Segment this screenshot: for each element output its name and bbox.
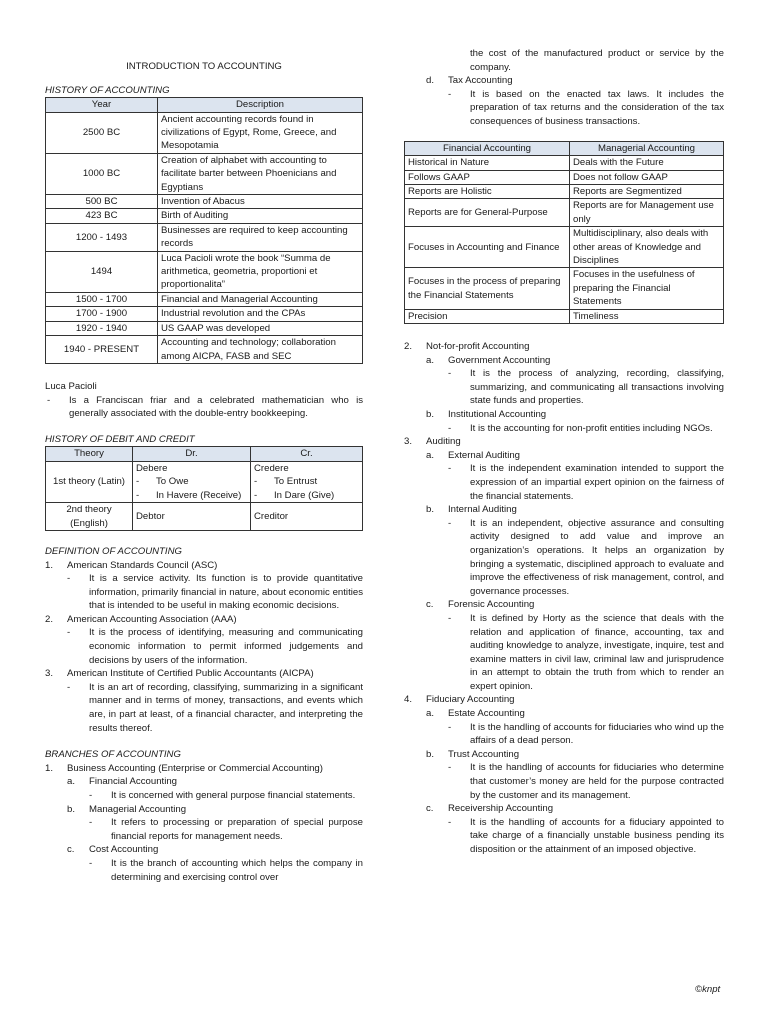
table-row bbox=[405, 199, 724, 227]
dash-bullet: - bbox=[67, 627, 71, 639]
dash-bullet: - bbox=[89, 817, 93, 829]
list-item: 4. Fiduciary Accounting bbox=[404, 693, 724, 707]
table-row bbox=[46, 307, 363, 321]
history-desc: Birth of Auditing bbox=[158, 209, 363, 223]
sub-branch-text: It is the independent examination intended to support the expression of an impartial expert opinion on the fairness of the financial statements. bbox=[470, 463, 724, 502]
list-item: a. Estate Accounting bbox=[404, 707, 724, 721]
financial-cell: Reports are for General-Purpose bbox=[405, 199, 570, 227]
definition-heading: DEFINITION OF ACCOUNTING bbox=[45, 545, 182, 557]
sub-branch-label: Government Accounting bbox=[448, 354, 551, 366]
list-item: b. Institutional Accounting bbox=[404, 408, 724, 422]
managerial-cell: Reports are for Management use only bbox=[570, 199, 724, 227]
list-item: c. Forensic Accounting bbox=[404, 598, 724, 612]
history-desc: Ancient accounting records found in civilizations of Egypt, Rome, Greece, and Mesopotamia bbox=[158, 112, 363, 153]
history-desc: Creation of alphabet with accounting to facilitate barter between Phoenicians and Egyptians bbox=[158, 153, 363, 194]
managerial-cell: Timeliness bbox=[570, 309, 724, 323]
table-row bbox=[405, 184, 724, 198]
table-row bbox=[46, 321, 363, 335]
copyright-mark: ©knpt bbox=[695, 984, 721, 995]
list-item: a. Government Accounting bbox=[404, 354, 724, 368]
sub-branch-text: It is the accounting for non-profit entities including NGOs. bbox=[470, 422, 713, 434]
list-item bbox=[45, 857, 363, 884]
list-item: a. External Auditing bbox=[404, 449, 724, 463]
definition-list bbox=[45, 559, 363, 736]
table-row bbox=[46, 223, 363, 251]
cr-head: Credere bbox=[254, 462, 289, 474]
managerial-cell: Deals with the Future bbox=[570, 156, 724, 170]
list-item bbox=[404, 612, 724, 694]
definition-label: American Institute of Certified Public Accountants (AICPA) bbox=[67, 668, 314, 680]
sub-branch-label: Cost Accounting bbox=[89, 844, 159, 856]
history-year: 500 BC bbox=[46, 195, 158, 209]
managerial-cell: Focuses in the usefulness of preparing the Financial Statements bbox=[570, 268, 724, 309]
list-item bbox=[404, 367, 724, 408]
dash-bullet: - bbox=[448, 368, 452, 380]
dash-bullet: - bbox=[448, 762, 452, 774]
cr-item: In Dare (Give) bbox=[274, 489, 335, 501]
dr-item: To Owe bbox=[156, 476, 189, 488]
cr-cell: Creditor bbox=[251, 503, 363, 531]
history-col-description: Description bbox=[158, 98, 363, 112]
history-year: 1500 - 1700 bbox=[46, 292, 158, 306]
col-cr: Cr. bbox=[251, 447, 363, 462]
table-row bbox=[405, 170, 724, 184]
list-item bbox=[45, 572, 363, 613]
list-item bbox=[404, 761, 724, 802]
financial-cell: Focuses in Accounting and Finance bbox=[405, 227, 570, 268]
history-desc: Industrial revolution and the CPAs bbox=[158, 307, 363, 321]
sub-branch-text: It is concerned with general purpose financial statements. bbox=[111, 790, 356, 801]
sub-branch-text: It is the handling of accounts for a fiduciary appointed to take charge of a financially unstable business pending its disposition or the attainment of an imposed objective. bbox=[470, 816, 724, 855]
list-item bbox=[404, 816, 724, 857]
dash-bullet: - bbox=[89, 857, 93, 869]
pacioli-bullet bbox=[45, 394, 363, 421]
list-item: - In Dare (Give) bbox=[254, 489, 335, 501]
col-managerial: Managerial Accounting bbox=[570, 141, 724, 156]
list-item bbox=[404, 88, 724, 129]
col-financial: Financial Accounting bbox=[405, 141, 570, 156]
list-item bbox=[404, 721, 724, 748]
list-item bbox=[404, 47, 724, 74]
sub-branch-label: Forensic Accounting bbox=[448, 599, 535, 611]
history-year: 1920 - 1940 bbox=[46, 321, 158, 335]
list-item bbox=[45, 789, 363, 803]
table-row bbox=[405, 227, 724, 268]
list-item: 3. American Institute of Certified Public Accountants (AICPA) bbox=[45, 667, 363, 681]
list-item bbox=[45, 626, 363, 667]
debit-header-row bbox=[46, 447, 363, 462]
sub-branch-label: Financial Accounting bbox=[89, 776, 177, 788]
list-item: c. Receivership Accounting bbox=[404, 802, 724, 816]
sub-branch-text: It refers to processing or preparation of special purpose financial reports for management needs. bbox=[111, 817, 363, 842]
history-desc: Businesses are required to keep accounting records bbox=[158, 223, 363, 251]
history-header-row bbox=[46, 98, 363, 112]
right-column bbox=[404, 0, 724, 857]
branch-label: Auditing bbox=[426, 436, 461, 448]
table-row bbox=[405, 309, 724, 323]
dash-bullet: - bbox=[448, 816, 452, 828]
financial-cell: Precision bbox=[405, 309, 570, 323]
sub-branch-text: It is the process of analyzing, recording, classifying, summarizing, and communicating all transactions involving state funds and properties. bbox=[470, 368, 724, 407]
history-desc: Financial and Managerial Accounting bbox=[158, 292, 363, 306]
definition-text: It is an art of recording, classifying, summarizing in a significant manner and in terms of money, transactions, and events which are, in part at least, of a financial character, and interpreting the results thereof. bbox=[89, 681, 363, 734]
list-item: 1. Business Accounting (Enterprise or Commercial Accounting) bbox=[45, 762, 363, 776]
history-year: 1494 bbox=[46, 251, 158, 292]
list-item: 2. American Accounting Association (AAA) bbox=[45, 613, 363, 627]
list-item bbox=[404, 462, 724, 503]
comparison-table bbox=[404, 141, 724, 324]
dash-bullet: - bbox=[67, 573, 71, 585]
definition-text: It is a service activity. Its function is to provide quantitative information, primarily financial in nature, about economic entities that is intended to be useful in making economic decisions. bbox=[89, 573, 363, 612]
list-item: 3. Auditing bbox=[404, 435, 724, 449]
definition-label: American Accounting Association (AAA) bbox=[67, 613, 237, 625]
financial-cell: Reports are Holistic bbox=[405, 184, 570, 198]
theory-cell: 2nd theory (English) bbox=[46, 503, 133, 531]
table-row bbox=[46, 195, 363, 209]
list-item bbox=[404, 517, 724, 599]
dr-cell bbox=[133, 461, 251, 502]
branch-label: Not-for-profit Accounting bbox=[426, 341, 530, 353]
table-row bbox=[405, 268, 724, 309]
sub-branch-text: It is the handling of accounts for fiduciaries who wind up the affairs of a dead person. bbox=[470, 721, 724, 747]
financial-cell: Focuses in the process of preparing the Financial Statements bbox=[405, 268, 570, 309]
col-dr: Dr. bbox=[133, 447, 251, 462]
list-item: b. Internal Auditing bbox=[404, 503, 724, 517]
managerial-cell: Reports are Segmentized bbox=[570, 184, 724, 198]
list-item: b. Managerial Accounting bbox=[45, 803, 363, 817]
table-row bbox=[46, 292, 363, 306]
list-item: c. Cost Accounting bbox=[45, 843, 363, 857]
sub-branch-text: It is the branch of accounting which helps the company in determining and exercising control over bbox=[111, 857, 363, 883]
financial-cell: Follows GAAP bbox=[405, 170, 570, 184]
comparison-header-row bbox=[405, 141, 724, 156]
dash-bullet: - bbox=[448, 517, 452, 529]
history-desc: US GAAP was developed bbox=[158, 321, 363, 335]
history-table bbox=[45, 97, 363, 364]
table-row bbox=[46, 461, 363, 502]
sub-branch-label: Internal Auditing bbox=[448, 504, 517, 516]
dr-head: Debere bbox=[136, 462, 168, 474]
table-row bbox=[405, 156, 724, 170]
dash-bullet: - bbox=[448, 612, 452, 624]
list-item bbox=[404, 422, 724, 436]
sub-branch-label: Managerial Accounting bbox=[89, 803, 187, 815]
sub-branch-label: Trust Accounting bbox=[448, 748, 520, 760]
list-item bbox=[45, 816, 363, 843]
financial-cell: Historical in Nature bbox=[405, 156, 570, 170]
definition-label: American Standards Council (ASC) bbox=[67, 559, 218, 571]
pacioli-text: Is a Franciscan friar and a celebrated mathematician who is generally associated with the double-entry bookkeeping. bbox=[69, 394, 363, 420]
sub-branch-text: It is the handling of accounts for fiduciaries who determine that customer’s money are held for the purpose contracted by the customer and its management. bbox=[470, 762, 724, 801]
history-desc: Invention of Abacus bbox=[158, 195, 363, 209]
dash-bullet: - bbox=[89, 790, 93, 801]
theory-cell: 1st theory (Latin) bbox=[46, 461, 133, 502]
managerial-cell: Multidisciplinary, also deals with other areas of Knowledge and Disciplines bbox=[570, 227, 724, 268]
list-item: a. Financial Accounting bbox=[45, 775, 363, 789]
pacioli-name: Luca Pacioli bbox=[45, 380, 97, 392]
dash-bullet: - bbox=[448, 88, 452, 100]
cost-text-continued: the cost of the manufactured product or service by the company. bbox=[470, 48, 724, 73]
dash-bullet: - bbox=[67, 681, 71, 693]
history-year: 1200 - 1493 bbox=[46, 223, 158, 251]
list-item: - To Entrust bbox=[254, 476, 318, 488]
dash-bullet: - bbox=[47, 394, 51, 406]
history-col-year: Year bbox=[46, 98, 158, 112]
list-item: 1. American Standards Council (ASC) bbox=[45, 559, 363, 573]
table-row bbox=[46, 251, 363, 292]
col-theory: Theory bbox=[46, 447, 133, 462]
branch-business bbox=[45, 762, 363, 884]
dash-bullet: - bbox=[448, 422, 452, 434]
document-title: INTRODUCTION TO ACCOUNTING bbox=[126, 61, 282, 72]
table-row bbox=[46, 153, 363, 194]
sub-branch-text: It is based on the enacted tax laws. It includes the preparation of tax returns and the consideration of the tax consequences of business transactions. bbox=[470, 88, 724, 127]
list-item: b. Trust Accounting bbox=[404, 748, 724, 762]
history-heading: HISTORY OF ACCOUNTING bbox=[45, 84, 170, 96]
definition-text: It is the process of identifying, measuring and communicating economic information to permit informed judgements and decisions by users of the information. bbox=[89, 627, 363, 666]
left-column bbox=[45, 0, 363, 884]
history-desc: Luca Pacioli wrote the book “Summa de arithmetica, geometria, proportioni et proportionalita” bbox=[158, 251, 363, 292]
list-item: - In Havere (Receive) bbox=[136, 489, 242, 501]
history-year: 1000 BC bbox=[46, 153, 158, 194]
list-item bbox=[45, 681, 363, 735]
sub-branch-label: Receivership Accounting bbox=[448, 803, 554, 815]
branch-label: Fiduciary Accounting bbox=[426, 694, 515, 706]
cr-cell bbox=[251, 461, 363, 502]
branch-label: Business Accounting (Enterprise or Commercial Accounting) bbox=[67, 762, 323, 774]
history-year: 1940 - PRESENT bbox=[46, 336, 158, 364]
branches-heading: BRANCHES OF ACCOUNTING bbox=[45, 749, 181, 761]
sub-branch-text: It is an independent, objective assurance and consulting activity designed to add value and improve an organization’s operations. It helps an organization by bringing a systematic, disciplined approach to evaluate and improve the effectiveness of risk management, control, and governance processes. bbox=[470, 517, 724, 597]
dash-bullet: - bbox=[448, 721, 452, 733]
dr-item: In Havere (Receive) bbox=[156, 489, 242, 501]
sub-branch-text: It is defined by Horty as the science that deals with the relation and application of finance, accounting, tax and auditing knowledge to analyze, investigate, inquire, test and examine matters in civil law, criminal law and jurisprudence in an attempt to obtain the truth from which to render an expert opinion. bbox=[470, 612, 724, 692]
table-row bbox=[46, 209, 363, 223]
history-year: 423 BC bbox=[46, 209, 158, 223]
list-item: - To Owe bbox=[136, 476, 189, 488]
list-item: d. Tax Accounting bbox=[404, 74, 724, 88]
sub-branch-label: Tax Accounting bbox=[448, 75, 513, 87]
history-year: 1700 - 1900 bbox=[46, 307, 158, 321]
table-row bbox=[46, 112, 363, 153]
table-row bbox=[46, 336, 363, 364]
sub-branch-label: Estate Accounting bbox=[448, 708, 525, 720]
sub-branch-label: Institutional Accounting bbox=[448, 409, 547, 420]
cr-item: To Entrust bbox=[274, 476, 318, 488]
dash-bullet: - bbox=[448, 463, 452, 475]
sub-branch-label: External Auditing bbox=[448, 449, 520, 461]
dr-cell: Debtor bbox=[133, 503, 251, 531]
history-desc: Accounting and technology; collaboration among AICPA, FASB and SEC bbox=[158, 336, 363, 364]
debit-credit-heading: HISTORY OF DEBIT AND CREDIT bbox=[45, 433, 195, 445]
table-row bbox=[46, 503, 363, 531]
history-year: 2500 BC bbox=[46, 112, 158, 153]
list-item: 2. Not-for-profit Accounting bbox=[404, 340, 724, 354]
managerial-cell: Does not follow GAAP bbox=[570, 170, 724, 184]
debit-credit-table bbox=[45, 446, 363, 531]
